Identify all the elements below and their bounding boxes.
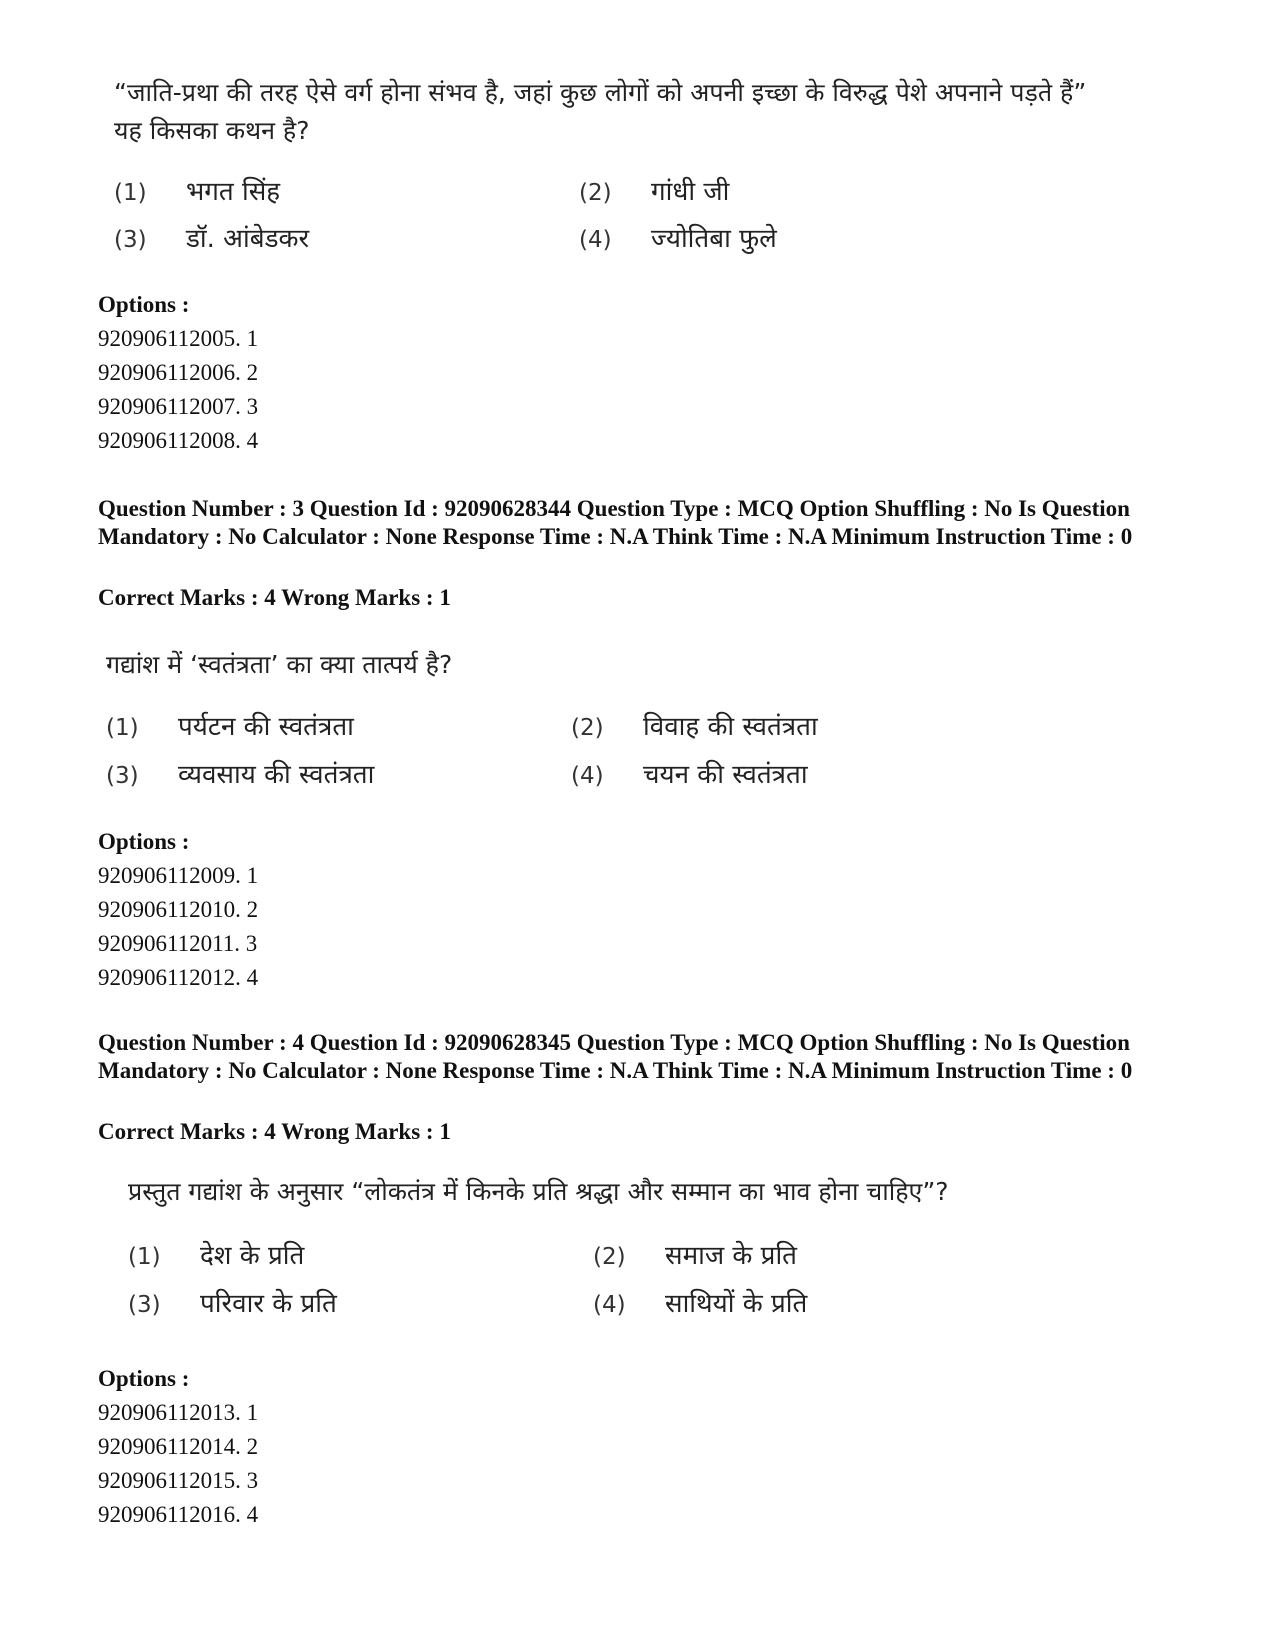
option-row: 920906112016. 4 bbox=[98, 1502, 259, 1527]
option-row: 920906112015. 3 bbox=[98, 1468, 259, 1493]
option-row: 920906112005. 1 bbox=[98, 326, 259, 351]
q3-stem: गद्यांश में ‘स्वतंत्रता’ का क्या तात्पर्य है? bbox=[106, 650, 453, 679]
q4-marks: Correct Marks : 4 Wrong Marks : 1 bbox=[98, 1119, 451, 1144]
choice-text: समाज के प्रति bbox=[665, 1241, 797, 1271]
choice-number: (3) bbox=[106, 763, 139, 789]
option-row: 920906112006. 2 bbox=[98, 360, 259, 385]
q3-choices bbox=[106, 707, 866, 807]
option-row: 920906112009. 1 bbox=[98, 863, 259, 888]
q4-choices bbox=[128, 1236, 888, 1336]
q4-choice-3 bbox=[128, 1284, 337, 1320]
q3-marks: Correct Marks : 4 Wrong Marks : 1 bbox=[98, 585, 451, 610]
choice-number: (3) bbox=[114, 227, 147, 253]
choice-number: (1) bbox=[114, 180, 147, 206]
q4-choice-1 bbox=[128, 1236, 304, 1272]
choice-number: (4) bbox=[593, 1292, 626, 1318]
options-header: Options : bbox=[98, 829, 190, 854]
options-header: Options : bbox=[98, 292, 190, 317]
q3-choice-2 bbox=[571, 707, 818, 743]
option-row: 920906112010. 2 bbox=[98, 897, 259, 922]
q2-choice-2 bbox=[579, 172, 729, 208]
q4-choice-4 bbox=[593, 1284, 807, 1320]
choice-number: (1) bbox=[128, 1244, 161, 1270]
q2-stem: “जाति-प्रथा की तरह ऐसे वर्ग होना संभव है, जहां कुछ लोगों को अपनी इच्छा के विरुद्ध पेशे अपनाने पड़ते हैं” यह किसका कथन है? bbox=[114, 78, 1087, 145]
choice-text: पर्यटन की स्वतंत्रता bbox=[178, 712, 354, 742]
q2-choice-3 bbox=[114, 219, 309, 255]
option-row: 920906112011. 3 bbox=[98, 931, 258, 956]
q2-choices bbox=[114, 172, 874, 272]
options-header: Options : bbox=[98, 1366, 190, 1391]
q3-choice-3 bbox=[106, 755, 374, 791]
option-row: 920906112014. 2 bbox=[98, 1434, 259, 1459]
q3-meta: Question Number : 3 Question Id : 92090628344 Question Type : MCQ Option Shuffling : No Is Question Mandatory : No Calculator : None Response Time : N.A Think Time : N.A Minimum Instruction Time : 0 bbox=[98, 496, 1133, 549]
choice-number: (1) bbox=[106, 715, 139, 741]
choice-text: विवाह की स्वतंत्रता bbox=[643, 712, 818, 742]
choice-text: व्यवसाय की स्वतंत्रता bbox=[178, 760, 375, 790]
q4-options bbox=[98, 1362, 498, 1532]
choice-text: ज्योतिबा फुले bbox=[651, 224, 777, 254]
q3-options bbox=[98, 825, 498, 995]
choice-number: (2) bbox=[579, 180, 612, 206]
choice-text: भगत सिंह bbox=[186, 177, 281, 207]
choice-number: (4) bbox=[579, 227, 612, 253]
option-row: 920906112008. 4 bbox=[98, 428, 259, 453]
q3-choice-1 bbox=[106, 707, 354, 743]
q4-choice-2 bbox=[593, 1236, 797, 1272]
choice-text: परिवार के प्रति bbox=[200, 1289, 337, 1319]
choice-number: (2) bbox=[593, 1244, 626, 1270]
choice-number: (3) bbox=[128, 1292, 161, 1318]
q2-choice-1 bbox=[114, 172, 280, 208]
choice-text: साथियों के प्रति bbox=[665, 1289, 808, 1319]
option-row: 920906112013. 1 bbox=[98, 1400, 259, 1425]
choice-text: चयन की स्वतंत्रता bbox=[643, 760, 808, 790]
choice-number: (4) bbox=[571, 763, 604, 789]
choice-text: गांधी जी bbox=[651, 177, 730, 207]
choice-number: (2) bbox=[571, 715, 604, 741]
q2-options bbox=[98, 288, 498, 458]
choice-text: देश के प्रति bbox=[200, 1241, 305, 1271]
q4-meta: Question Number : 4 Question Id : 92090628345 Question Type : MCQ Option Shuffling : No Is Question Mandatory : No Calculator : None Response Time : N.A Think Time : N.A Minimum Instruction Time : 0 bbox=[98, 1030, 1133, 1083]
q4-stem: प्रस्तुत गद्यांश के अनुसार “लोकतंत्र में किनके प्रति श्रद्धा और सम्मान का भाव होना चाहिए”? bbox=[128, 1177, 949, 1206]
q2-choice-4 bbox=[579, 219, 777, 255]
option-row: 920906112012. 4 bbox=[98, 965, 259, 990]
option-row: 920906112007. 3 bbox=[98, 394, 259, 419]
q3-choice-4 bbox=[571, 755, 808, 791]
choice-text: डॉ. आंबेडकर bbox=[186, 224, 310, 254]
